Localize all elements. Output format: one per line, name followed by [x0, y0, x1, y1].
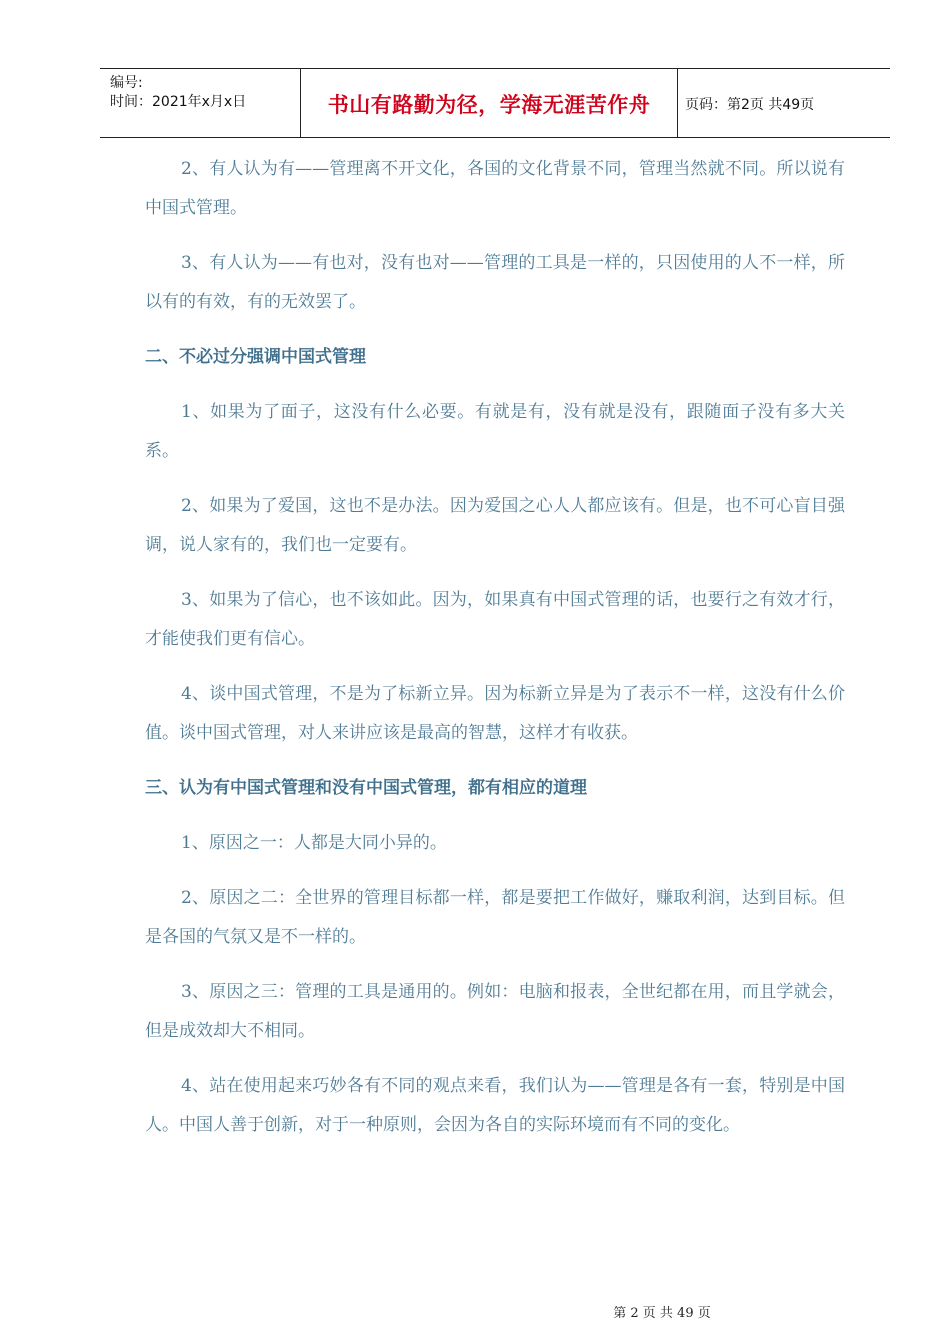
paragraph: 1、如果为了面子，这没有什么必要。有就是有，没有就是没有，跟随面子没有多大关系。 — [145, 402, 845, 461]
paragraph: 4、站在使用起来巧妙各有不同的观点来看，我们认为——管理是各有一套，特别是中国人。中国人善于创新，对于一种原则，会因为各自的实际环境而有不同的变化。 — [145, 1076, 845, 1135]
section-heading: 二、不必过分强调中国式管理 — [145, 347, 366, 367]
document-date: 时间：2021年x月x日 — [110, 94, 247, 110]
paragraph: 2、有人认为有——管理离不开文化，各国的文化背景不同，管理当然就不同。所以说有中国式管理。 — [145, 159, 845, 218]
page-header — [100, 68, 890, 138]
header-motto: 书山有路勤为径，学海无涯苦作舟 — [327, 93, 651, 117]
paragraph: 2、原因之二：全世界的管理目标都一样，都是要把工作做好，赚取利润，达到目标。但是各国的气氛又是不一样的。 — [145, 888, 845, 947]
header-page-code: 页码：第2页 共49页 — [685, 97, 815, 113]
document-body — [145, 150, 845, 1161]
document-number-label: 编号: — [110, 75, 143, 91]
paragraph: 1、原因之一：人都是大同小异的。 — [181, 833, 447, 853]
paragraph: 3、如果为了信心，也不该如此。因为，如果真有中国式管理的话，也要行之有效才行，才能使我们更有信心。 — [145, 590, 845, 649]
footer-page-number: 第 2 页 共 49 页 — [613, 1306, 711, 1321]
paragraph: 3、有人认为——有也对，没有也对——管理的工具是一样的，只因使用的人不一样，所以有的有效，有的无效罢了。 — [145, 253, 845, 312]
paragraph: 3、原因之三：管理的工具是通用的。例如：电脑和报表，全世纪都在用，而且学就会，但是成效却大不相同。 — [145, 982, 845, 1041]
paragraph: 4、谈中国式管理，不是为了标新立异。因为标新立异是为了表示不一样，这没有什么价值。谈中国式管理，对人来讲应该是最高的智慧，这样才有收获。 — [145, 684, 845, 743]
header-motto-cell — [300, 69, 678, 137]
header-page-cell — [677, 69, 890, 137]
section-heading: 三、认为有中国式管理和没有中国式管理，都有相应的道理 — [145, 778, 587, 798]
header-meta — [100, 69, 300, 137]
paragraph: 2、如果为了爱国，这也不是办法。因为爱国之心人人都应该有。但是，也不可心盲目强调，说人家有的，我们也一定要有。 — [145, 496, 845, 555]
page-footer — [0, 1302, 950, 1321]
